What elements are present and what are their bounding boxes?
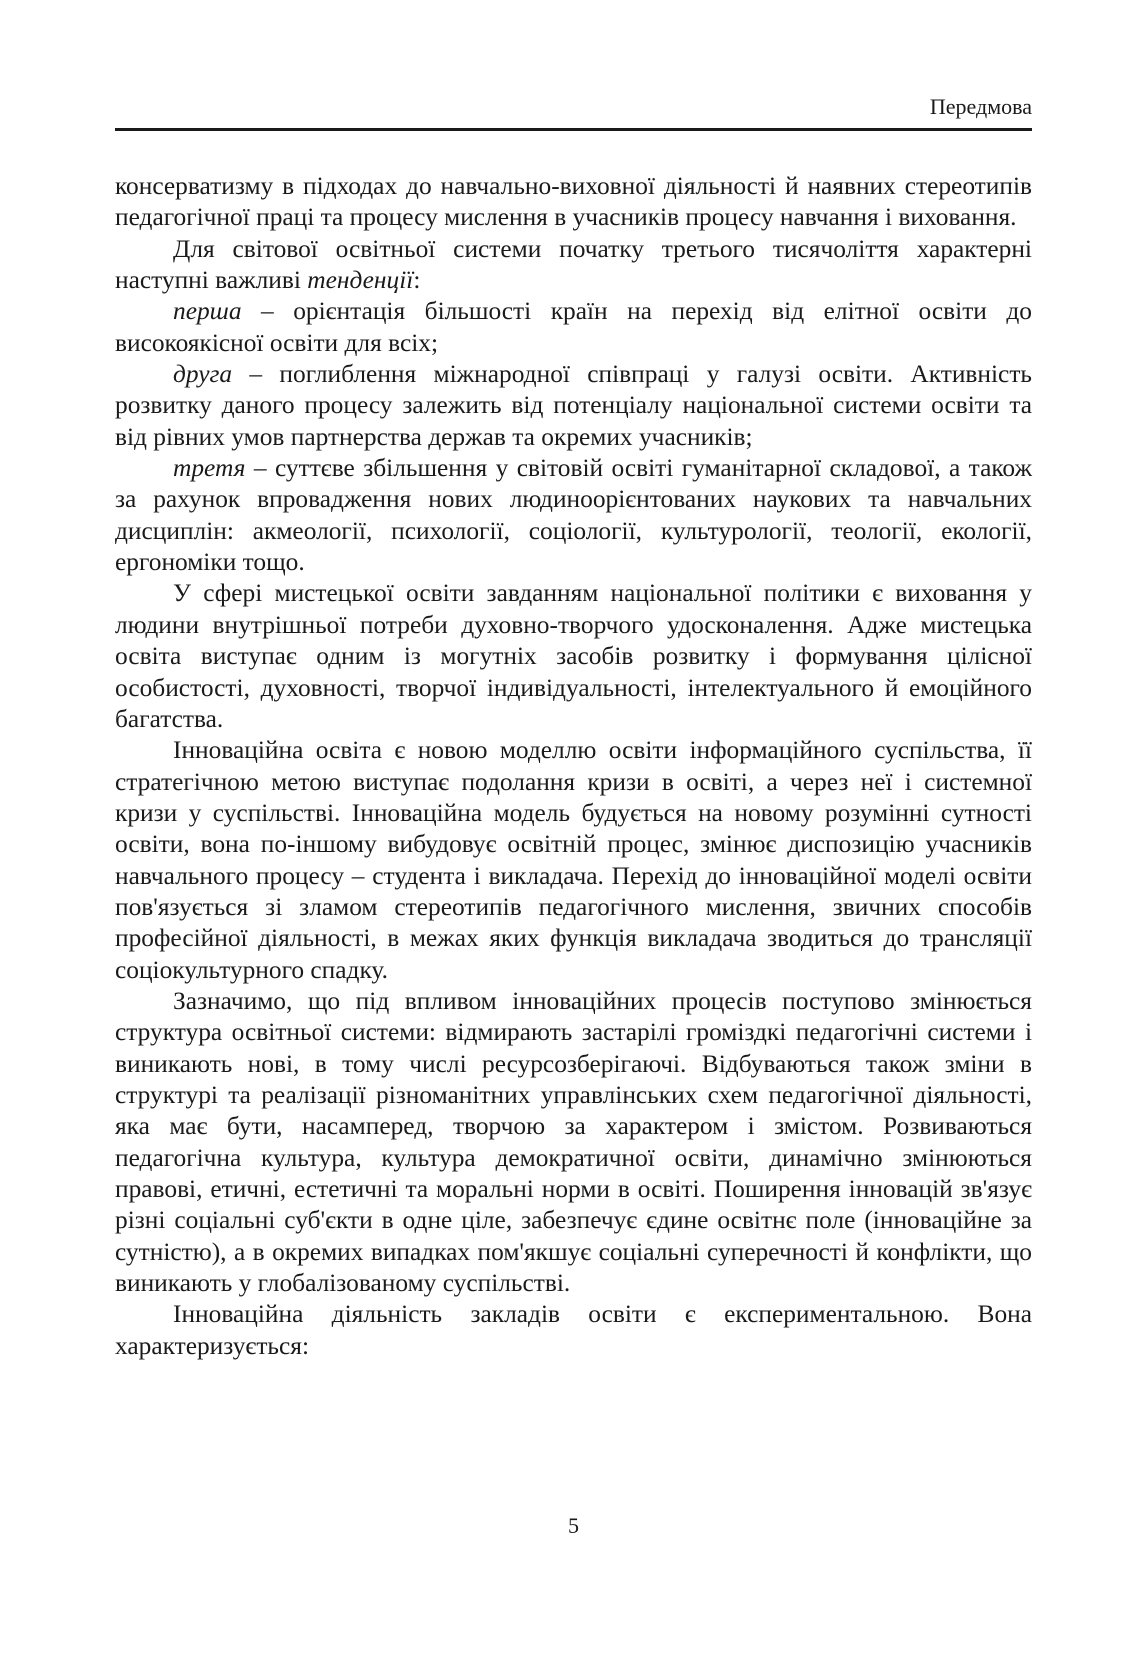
header-rule (115, 128, 1032, 131)
paragraph-text: консерватизму в підходах до навчально-виховної діяльності й наявних стереотипів педагогічної праці та процесу мислення в учасників процесу навчання і виховання. (115, 172, 1032, 232)
paragraph-trend-third (115, 453, 1032, 578)
paragraph-text: Інноваційна діяльність закладів освіти є експериментальною. Вона характеризується: (115, 1300, 1032, 1360)
page-number: 5 (568, 1513, 579, 1538)
emphasis-term: третя (173, 454, 246, 483)
paragraph-trends-intro (115, 234, 1032, 297)
paragraph-art-education (115, 578, 1032, 735)
running-header-title: Передмова (929, 94, 1032, 119)
paragraph-text: : (413, 266, 421, 295)
paragraph-text: Інноваційна освіта є новою моделлю освіти інформаційного суспільства, її стратегічною метою виступає подолання кризи в освіті, а через неї і системної кризи у суспільстві. Інноваційна модель будується на новому розумінні сутності освіти, вона по-іншому вибудовує освітній процес, змінює диспозицію учасників навчального процесу – студента і викладача. Перехід до інноваційної моделі освіти пов'язується зі зламом стереотипів педагогічного мислення, звичних способів професійної діяльності, в межах яких функція викладача зводиться до трансляції соціокультурного спадку. (115, 736, 1032, 984)
paragraph-text: – суттєве збільшення у світовій освіті гуманітарної складової, а також за рахунок впровадження нових людиноорієнтованих наукових та навчальних дисциплін: акмеології, психології, соціології, культурології, теології, екології, ергономіки тощо. (115, 454, 1032, 577)
paragraph-continuation (115, 171, 1032, 234)
emphasis-term: друга (173, 360, 233, 389)
paragraph-innovative-activity (115, 1299, 1032, 1362)
emphasis-term: тенденції (307, 266, 414, 295)
paragraph-trend-first (115, 296, 1032, 359)
paragraph-text: Для світової освітньої системи початку третього тисячоліття характерні наступні важливі (115, 234, 1032, 295)
body-text (115, 171, 1032, 1362)
paragraph-text: У сфері мистецької освіти завданням національної політики є виховання у людини внутрішньої потреби духовно-творчого удосконалення. Адже мистецька освіта виступає одним із могутніх засобів розвитку і формування цілісної особистості, духовності, творчої індивідуальності, інтелектуального й емоційного багатства. (115, 579, 1032, 733)
paragraph-text: Зазначимо, що під впливом інноваційних процесів поступово змінюється структура освітньої системи: відмирають застарілі громіздкі педагогічні системи і виникають нові, в тому числі ресурсозберігаючі. Відбуваються також зміни в структурі та реалізації різноманітних управлінських схем педагогічної діяльності, яка має бути, насамперед, творчою за характером і змістом. Розвиваються педагогічна культура, культура демократичної освіти, динамічно змінюються правові, етичні, естетичні та моральні норми в освіті. Поширення інновацій зв'язує різні соціальні суб'єкти в одне ціле, забезпечує єдине освітнє поле (інноваційне за сутністю), а в окремих випадках пом'якшує соціальні суперечності й конфлікти, що виникають у глобалізованому суспільстві. (115, 986, 1032, 1298)
paragraph-text: – поглиблення міжнародної співпраці у галузі освіти. Активність розвитку даного процесу залежить від потенціалу національної системи освіти та від рівних умов партнерства держав та окремих учасників; (115, 360, 1032, 451)
paragraph-innovative-education (115, 735, 1032, 986)
paragraph-text: – орієнтація більшості країн на перехід від елітної освіти до високоякісної освіти для всіх; (115, 297, 1032, 357)
paragraph-structure-changes (115, 986, 1032, 1299)
paragraph-trend-second (115, 359, 1032, 453)
emphasis-term: перша (173, 297, 242, 326)
